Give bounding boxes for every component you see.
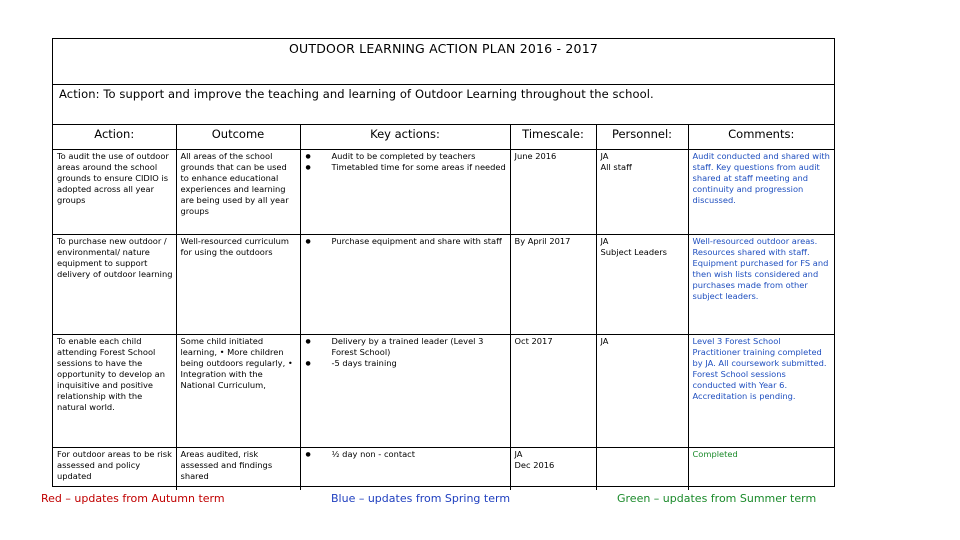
cell-action: To purchase new outdoor / environmental/ nature equipment to support delivery of outdoor learning: [53, 235, 176, 335]
header-key-actions: Key actions:: [300, 125, 510, 150]
timescale-line: JA: [514, 449, 523, 459]
cell-personnel: [596, 335, 688, 448]
key-action-item: ● Purchase equipment and share with staff: [305, 236, 507, 247]
cell-comments: Well-resourced outdoor areas. Resources shared with staff. Equipment purchased for FS and then wish lists considered and purchases made from other subject leaders.: [688, 235, 834, 335]
cell-outcome: Some child initiated learning, • More children being outdoors regularly, • Integration with the National Curriculum,: [176, 335, 300, 448]
cell-personnel: [596, 235, 688, 335]
cell-personnel: [596, 448, 688, 490]
cell-outcome: Well-resourced curriculum for using the outdoors: [176, 235, 300, 335]
page-title: OUTDOOR LEARNING ACTION PLAN 2016 - 2017: [53, 39, 834, 85]
cell-comments: Level 3 Forest School Practitioner training completed by JA. All coursework submitted. Forest School sessions conducted with Year 6. Accreditation is pending.: [688, 335, 834, 448]
personnel-item: All staff: [600, 162, 632, 172]
action-plan-frame: [52, 38, 835, 487]
personnel-item: Subject Leaders: [600, 247, 667, 257]
header-comments: Comments:: [688, 125, 834, 150]
table-row: [53, 448, 834, 490]
cell-timescale: June 2016: [510, 150, 596, 235]
cell-comments: Audit conducted and shared with staff. Key questions from audit shared at staff meeting and continuity and progression discussed.: [688, 150, 834, 235]
header-outcome: Outcome: [176, 125, 300, 150]
table-row: [53, 235, 834, 335]
personnel-item: JA: [600, 236, 609, 246]
cell-key-actions: [300, 235, 510, 335]
table-header-row: [53, 125, 834, 150]
legend-spring: Blue – updates from Spring term: [331, 492, 511, 505]
legend-autumn: Red – updates from Autumn term: [41, 492, 225, 505]
action-plan-table: [53, 125, 834, 490]
key-action-item: ● -5 days training: [305, 358, 507, 369]
header-timescale: Timescale:: [510, 125, 596, 150]
header-action: Action:: [53, 125, 176, 150]
cell-outcome: Areas audited, risk assessed and findings shared: [176, 448, 300, 490]
key-action-item: ● Timetabled time for some areas if needed: [305, 162, 507, 173]
cell-action: For outdoor areas to be risk assessed and policy updated: [53, 448, 176, 490]
cell-key-actions: [300, 335, 510, 448]
cell-key-actions: [300, 150, 510, 235]
key-action-item: ● Audit to be completed by teachers: [305, 151, 507, 162]
key-action-item: ● Delivery by a trained leader (Level 3 Forest School): [305, 336, 507, 358]
cell-action: To audit the use of outdoor areas around the school grounds to ensure CIDIO is adopted across all year groups: [53, 150, 176, 235]
personnel-item: JA: [600, 151, 609, 161]
cell-timescale: [510, 448, 596, 490]
cell-timescale: Oct 2017: [510, 335, 596, 448]
cell-outcome: All areas of the school grounds that can be used to enhance educational experiences and learning are being used by all year groups: [176, 150, 300, 235]
cell-comments: Completed: [692, 449, 738, 459]
timescale-line: Dec 2016: [514, 460, 555, 470]
table-row: [53, 150, 834, 235]
cell-key-actions: [300, 448, 510, 490]
action-statement: Action: To support and improve the teaching and learning of Outdoor Learning throughout the school.: [53, 85, 834, 125]
personnel-item: JA: [600, 336, 609, 346]
header-personnel: Personnel:: [596, 125, 688, 150]
cell-action: To enable each child attending Forest School sessions to have the opportunity to develop an inquisitive and positive relationship with the natural world.: [53, 335, 176, 448]
cell-personnel: [596, 150, 688, 235]
cell-timescale: By April 2017: [510, 235, 596, 335]
legend-summer: Green – updates from Summer term: [617, 492, 817, 505]
table-row: [53, 335, 834, 448]
key-action-item: ● ½ day non - contact: [305, 449, 507, 460]
